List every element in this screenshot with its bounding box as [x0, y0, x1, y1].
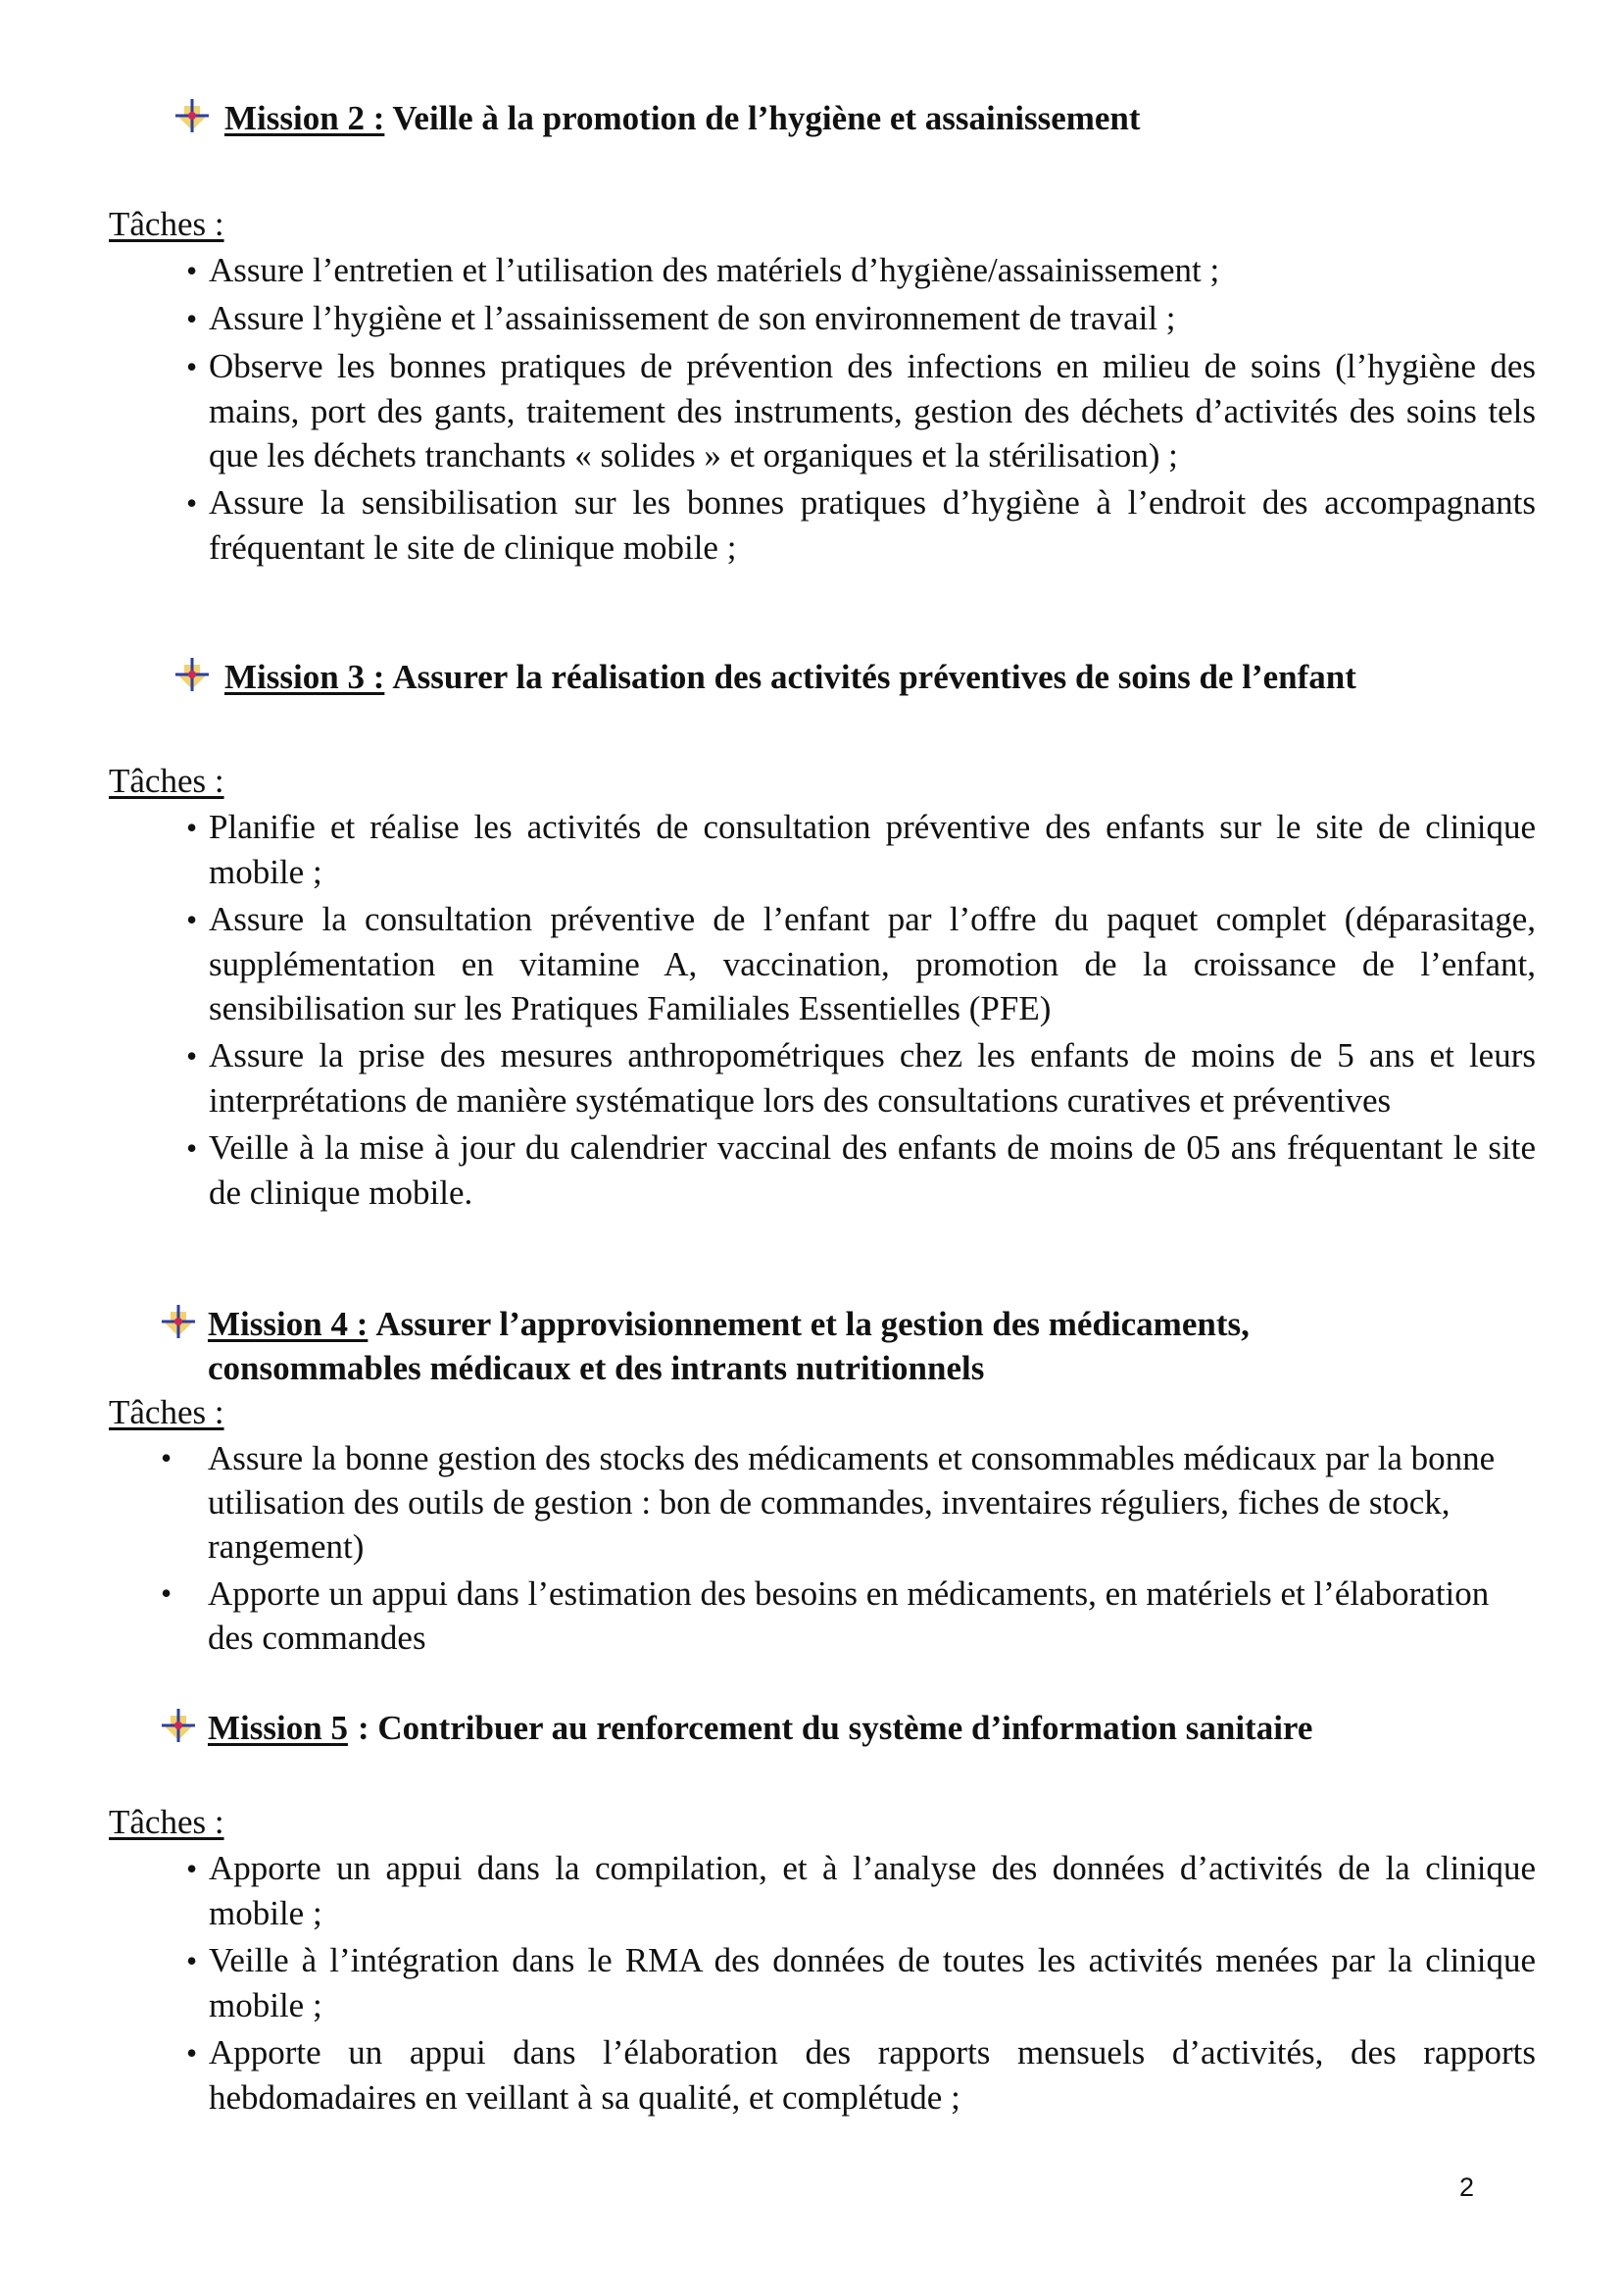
taches-label: Tâches : — [109, 762, 224, 800]
mission-title: : Contribuer au renforcement du système d’information sanitaire — [357, 1709, 1313, 1747]
bullet-icon: • — [186, 810, 198, 845]
bullet-icon: • — [186, 301, 198, 336]
list-item: • Veille à l’intégration dans le RMA des données de toutes les activités menées par la clinique mobile ; — [186, 1941, 1536, 2024]
list-item: • Assure la consultation préventive de l’enfant par l’offre du paquet complet (déparasitage, supplémentation en vitamine A, vaccination, promotion de la croissance de l’enfant, sensibilisation sur les Pratiques Familiales Essentielles (PFE) — [186, 900, 1536, 1027]
mission-5-heading — [208, 1706, 1312, 1750]
taches-label: Tâches : — [109, 1803, 224, 1841]
taches-label: Tâches : — [109, 205, 224, 243]
bullet-icon: • — [186, 1943, 198, 1978]
mission-label: Mission 2 : — [224, 99, 385, 137]
list-item: • Apporte un appui dans l’élaboration des rapports mensuels d’activités, des rapports hebdomadaires en veillant à sa qualité, et complétude ; — [186, 2033, 1536, 2117]
mission-label: Mission 3 : — [224, 658, 385, 696]
mission-4-heading — [208, 1302, 1250, 1390]
list-item: • Assure l’entretien et l’utilisation des matériels d’hygiène/assainissement ; — [186, 248, 1536, 293]
mission-title: Veille à la promotion de l’hygiène et assainissement — [392, 99, 1141, 137]
bullet-icon: • — [161, 1440, 172, 1475]
mission-3-heading — [224, 655, 1356, 699]
list-item: • Assure l’hygiène et l’assainissement de son environnement de travail ; — [186, 296, 1536, 341]
list-item: • Assure la bonne gestion des stocks des médicaments et consommables médicaux par la bonne utilisation des outils de gestion : bon de commandes, inventaires réguliers, fiches de stock, rangement) — [208, 1436, 1521, 1569]
bullet-icon: • — [186, 485, 198, 521]
mission-4-task-list — [161, 1436, 1521, 1663]
bullet-icon: • — [186, 253, 198, 288]
mission-title-continued: consommables médicaux et des intrants nutritionnels — [208, 1349, 985, 1387]
list-item: • Assure la prise des mesures anthropométriques chez les enfants de moins de 5 ans et leurs interprétations de manière systématique lors des consultations curatives et préventives — [186, 1036, 1536, 1120]
mission-title: Assurer la réalisation des activités préventives de soins de l’enfant — [392, 658, 1356, 696]
mission-label: Mission 4 : — [208, 1305, 369, 1343]
mission-2-heading — [224, 96, 1141, 140]
mission-5-task-list — [186, 1846, 1536, 2122]
list-item: • Assure la sensibilisation sur les bonnes pratiques d’hygiène à l’endroit des accompagnants fréquentant le site de clinique mobile ; — [186, 483, 1536, 567]
mission-3-task-list — [186, 805, 1536, 1218]
bullet-icon: • — [186, 1851, 198, 1886]
list-item: • Apporte un appui dans l’estimation des besoins en médicaments, en matériels et l’élaboration des commandes — [208, 1572, 1521, 1660]
list-item: • Planifie et réalise les activités de consultation préventive des enfants sur le site de clinique mobile ; — [186, 808, 1536, 891]
arrow-bullet-icon — [174, 657, 210, 692]
list-item: • Veille à la mise à jour du calendrier vaccinal des enfants de moins de 05 ans fréquentant le site de clinique mobile. — [186, 1128, 1536, 1212]
list-item: • Apporte un appui dans la compilation, et à l’analyse des données d’activités de la clinique mobile ; — [186, 1849, 1536, 1932]
bullet-icon: • — [161, 1575, 172, 1611]
bullet-icon: • — [186, 1038, 198, 1073]
bullet-icon: • — [186, 349, 198, 384]
arrow-bullet-icon — [174, 98, 210, 133]
mission-2-task-list — [186, 248, 1536, 573]
bullet-icon: • — [186, 2035, 198, 2071]
mission-label: Mission 5 — [208, 1709, 348, 1747]
page-number: 2 — [1459, 2172, 1475, 2202]
arrow-bullet-icon — [161, 1708, 196, 1743]
list-item: • Observe les bonnes pratiques de prévention des infections en milieu de soins (l’hygiène des mains, port des gants, traitement des instruments, gestion des déchets d’activités des soins tels que les déchets tranchants « solides » et organiques et la stérilisation) ; — [186, 347, 1536, 474]
mission-title: Assurer l’approvisionnement et la gestion des médicaments, — [375, 1305, 1250, 1343]
taches-label: Tâches : — [109, 1393, 224, 1431]
bullet-icon: • — [186, 902, 198, 937]
bullet-icon: • — [186, 1130, 198, 1166]
arrow-bullet-icon — [161, 1304, 196, 1339]
